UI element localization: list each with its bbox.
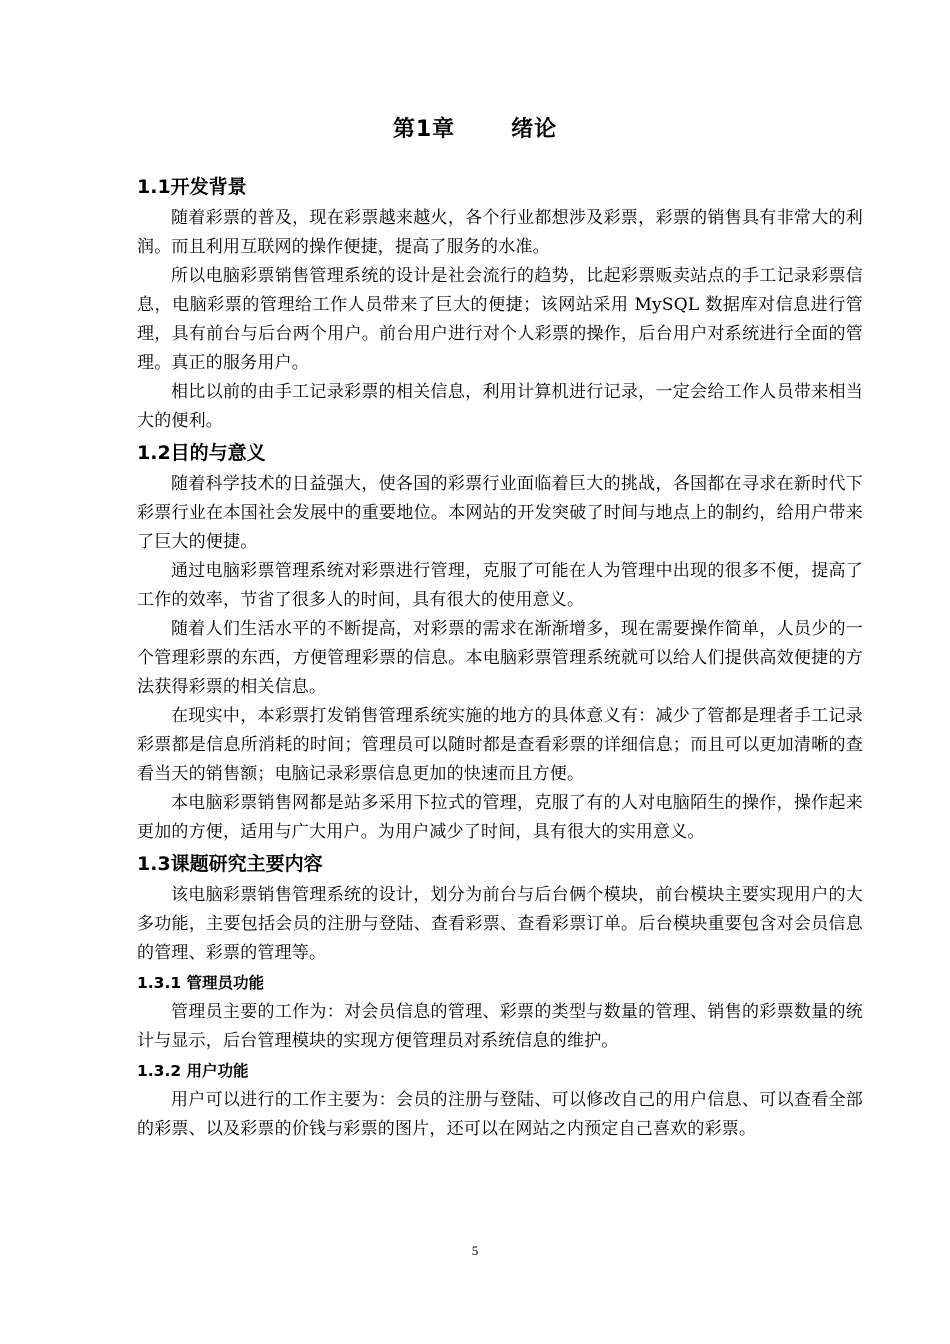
section-heading: 1.3课题研究主要内容 [137,853,323,875]
paragraph: 该电脑彩票销售管理系统的设计，划分为前台与后台俩个模块，前台模块主要实现用户的大多功能，主要包括会员的注册与登陆、查看彩票、查看彩票订单。后台模块重要包含对会员信息的管理、彩票的管理等。 [137,885,863,963]
paragraph: 本电脑彩票销售网都是站多采用下拉式的管理，克服了有的人对电脑陌生的操作，操作起来更加的方便，适用与广大用户。为用户减少了时间，具有很大的实用意义。 [137,793,863,842]
paragraph: 通过电脑彩票管理系统对彩票进行管理，克服了可能在人为管理中出现的很多不便，提高了工作的效率，节省了很多人的时间，具有很大的使用意义。 [137,561,863,610]
paragraph: 所以电脑彩票销售管理系统的设计是社会流行的趋势，比起彩票贩卖站点的手工记录彩票信息，电脑彩票的管理给工作人员带来了巨大的便捷；该网站采用 MySQL 数据库对信息进行管理，具有前台与后台两个用户。前台用户进行对个人彩票的操作，后台用户对系统进行全面的管理。真正的服务用户。 [137,266,863,373]
paragraph: 管理员主要的工作为：对会员信息的管理、彩票的类型与数量的管理、销售的彩票数量的统计与显示，后台管理模块的实现方便管理员对系统信息的维护。 [137,1002,863,1051]
paragraph: 随着人们生活水平的不断提高，对彩票的需求在渐渐增多，现在需要操作简单，人员少的一个管理彩票的东西，方便管理彩票的信息。本电脑彩票管理系统就可以给人们提供高效便捷的方法获得彩票的相关信息。 [137,619,863,697]
document-body [137,170,863,1144]
subsection-heading: 1.3.2 用户功能 [137,1062,249,1080]
subsection-heading: 1.3.1 管理员功能 [137,974,265,992]
chapter-name: 绪论 [511,117,558,142]
chapter-number: 第1章 [392,117,456,142]
section-heading: 1.1开发背景 [137,176,247,198]
section-heading: 1.2目的与意义 [137,442,266,464]
paragraph: 相比以前的由手工记录彩票的相关信息，利用计算机进行记录，一定会给工作人员带来相当大的便利。 [137,382,863,431]
paragraph: 随着彩票的普及，现在彩票越来越火，各个行业都想涉及彩票，彩票的销售具有非常大的利润。而且利用互联网的操作便捷，提高了服务的水准。 [137,208,863,257]
paragraph: 随着科学技术的日益强大，使各国的彩票行业面临着巨大的挑战，各国都在寻求在新时代下彩票行业在本国社会发展中的重要地位。本网站的开发突破了时间与地点上的制约，给用户带来了巨大的便捷。 [137,474,863,552]
paragraph: 在现实中，本彩票打发销售管理系统实施的地方的具体意义有：减少了管都是理者手工记录彩票都是信息所消耗的时间；管理员可以随时都是查看彩票的详细信息；而且可以更加清晰的查看当天的销售额；电脑记录彩票信息更加的快速而且方便。 [137,706,863,784]
page-number: 5 [471,1243,479,1258]
chapter-title [0,112,950,143]
paragraph: 用户可以进行的工作主要为：会员的注册与登陆、可以修改自己的用户信息、可以查看全部的彩票、以及彩票的价钱与彩票的图片，还可以在网站之内预定自己喜欢的彩票。 [137,1090,863,1139]
